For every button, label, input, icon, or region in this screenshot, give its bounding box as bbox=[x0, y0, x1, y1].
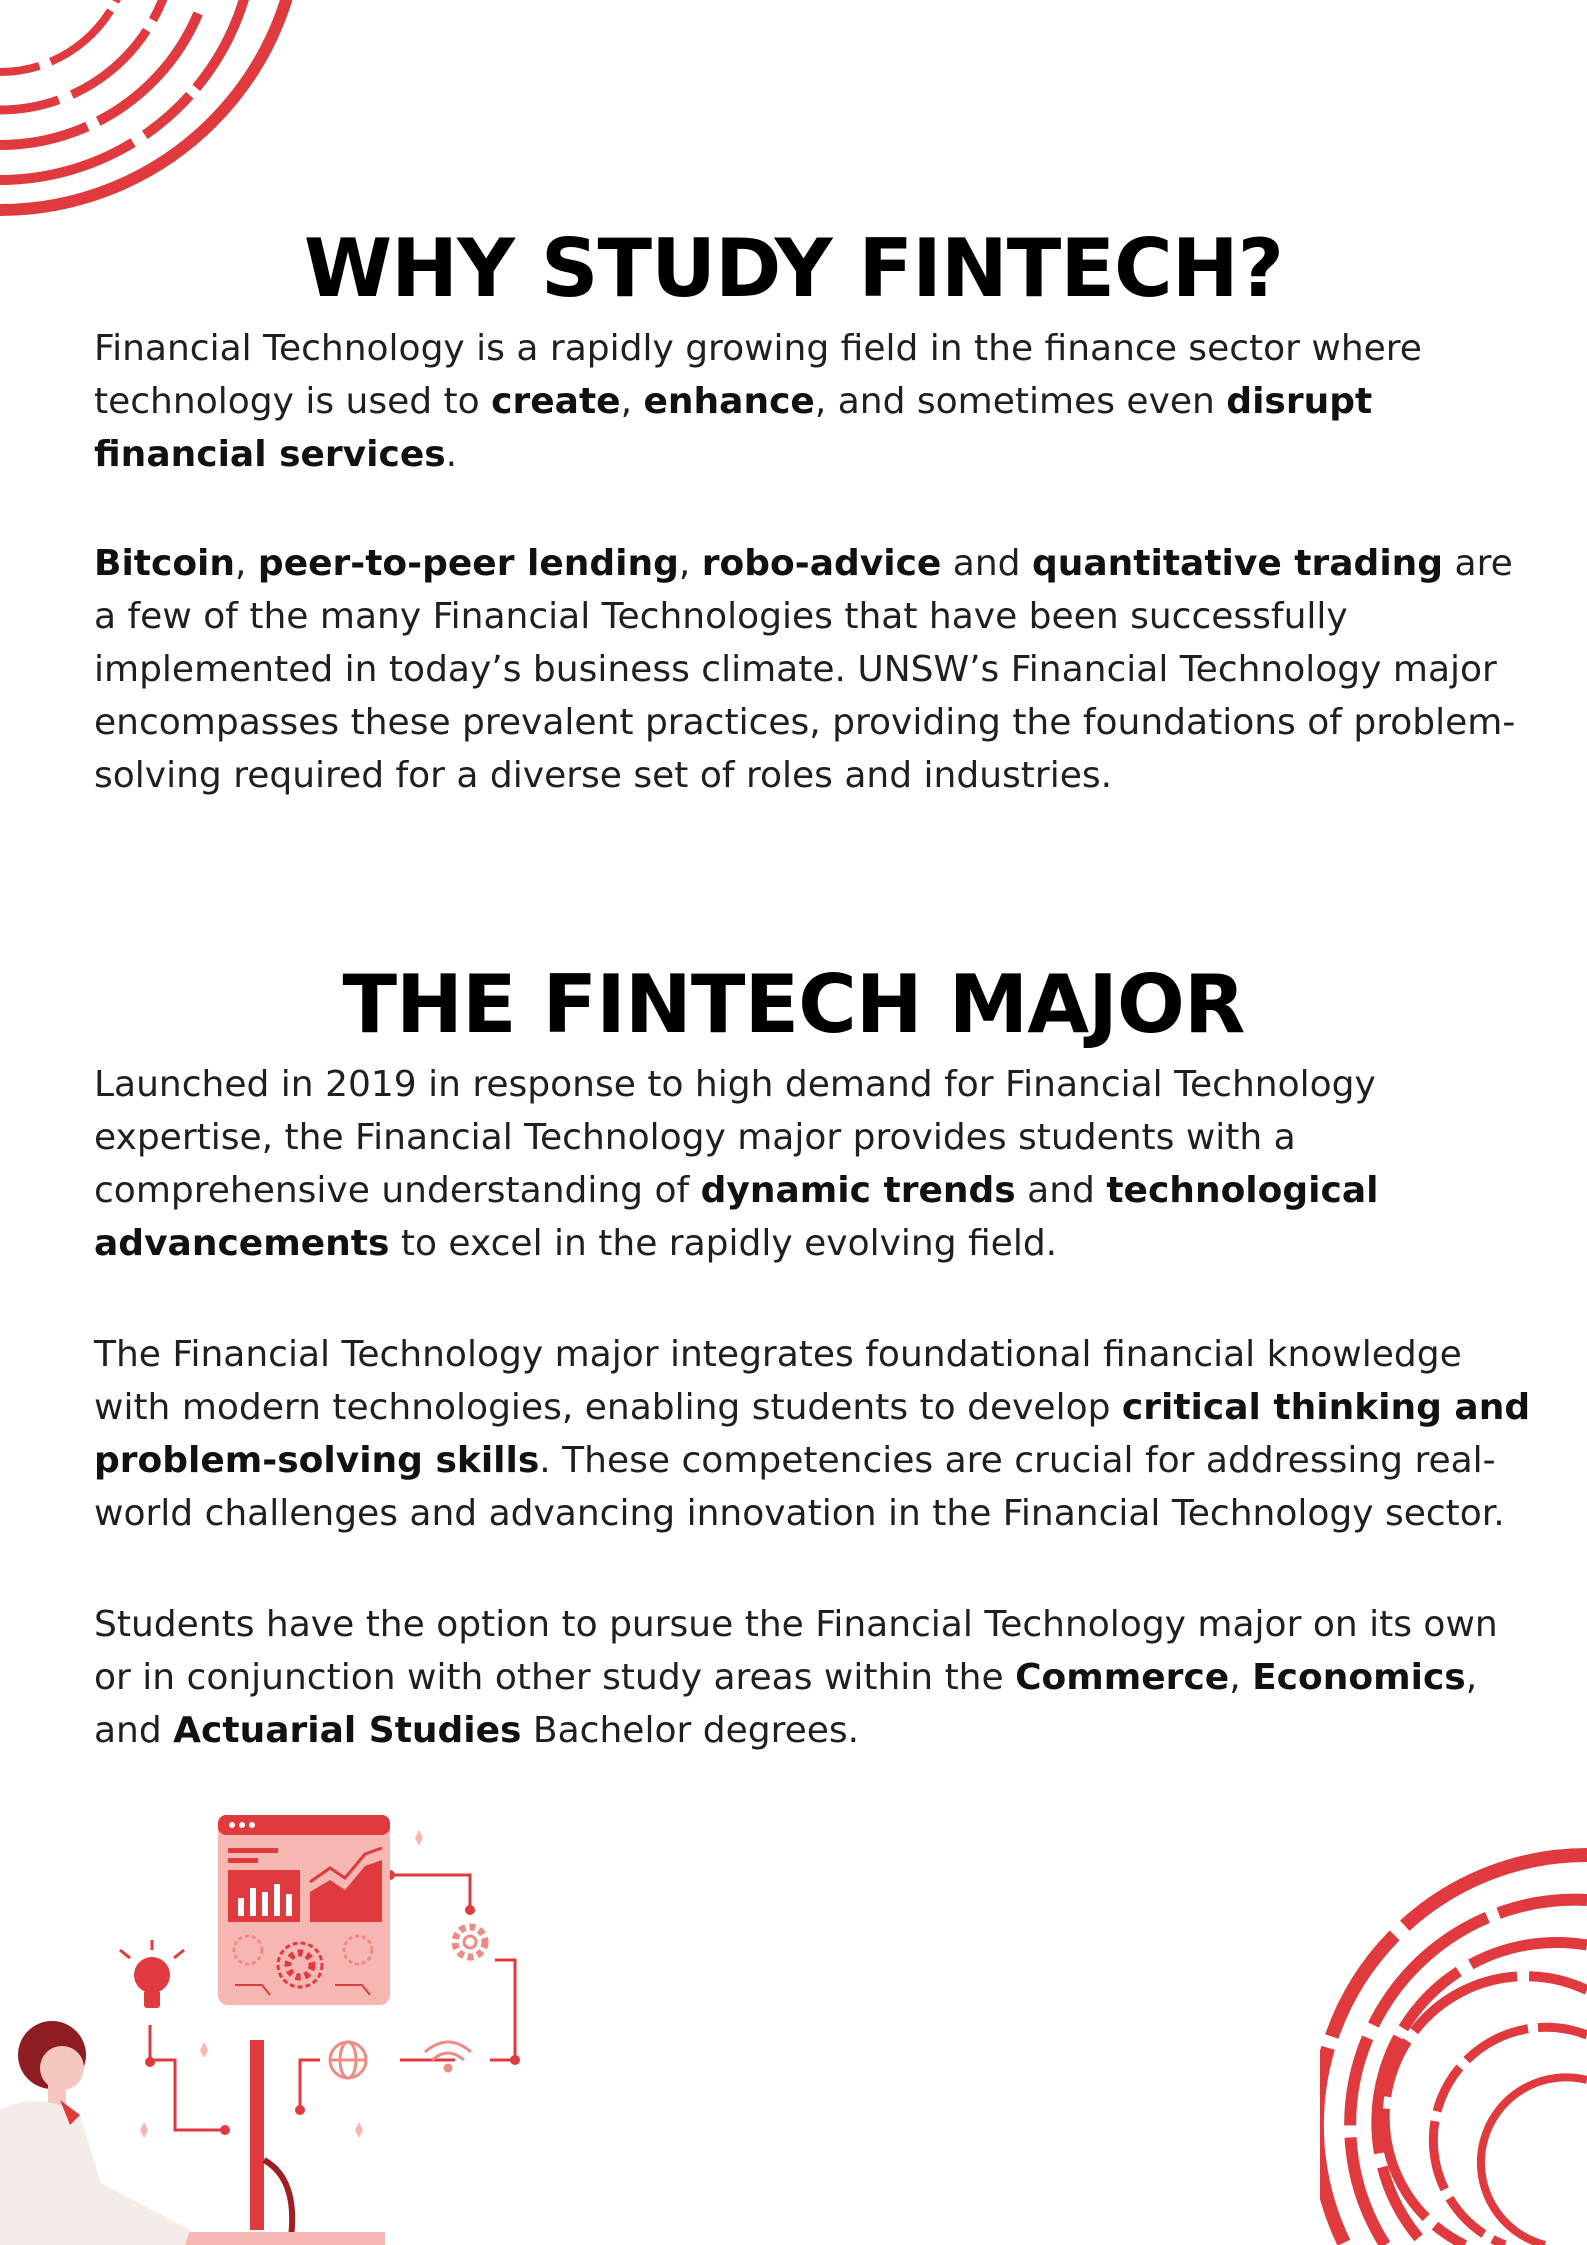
paragraph-text: Students have the option to pursue the Financial Technology major on its own or in conjunction with other study areas within the bbox=[94, 1604, 1498, 1698]
emphasized-text: Bitcoin bbox=[94, 543, 236, 584]
emphasized-text: critical thinking and problem-solving skills bbox=[94, 1387, 1531, 1481]
emphasized-text: Commerce bbox=[1015, 1657, 1230, 1698]
person-icon bbox=[0, 2021, 190, 2245]
emphasized-text: Actuarial Studies bbox=[173, 1710, 522, 1751]
paragraph-text: Launched in 2019 in response to high demand for Financial Technology expertise, the Financial Technology major provides students with a comprehensive understanding of bbox=[94, 1064, 1376, 1211]
paragraph-text: and bbox=[1015, 1170, 1107, 1211]
paragraph-text: Bachelor degrees. bbox=[521, 1710, 860, 1751]
fintech-major-paragraph-1 bbox=[94, 1058, 1534, 1270]
top-left-arc-decoration bbox=[0, 0, 320, 230]
wifi-icon bbox=[425, 2042, 471, 2071]
emphasized-text: robo-advice bbox=[701, 543, 942, 584]
section-title-fintech-major: THE FINTECH MAJOR bbox=[342, 958, 1245, 1051]
emphasized-text: peer-to-peer lending bbox=[257, 543, 679, 584]
bottom-right-arc-decoration bbox=[1320, 1840, 1587, 2245]
paragraph-text: The Financial Technology major integrates foundational financial knowledge with modern technologies, enabling students to develop bbox=[94, 1334, 1462, 1428]
emphasized-text: Economics bbox=[1252, 1657, 1466, 1698]
paragraph-text: , bbox=[678, 543, 702, 584]
globe-icon bbox=[330, 2042, 366, 2078]
paragraph-text: , bbox=[235, 543, 258, 584]
emphasized-text: dynamic trends bbox=[700, 1170, 1016, 1211]
paragraph-text: , and sometimes even bbox=[814, 381, 1227, 422]
section-title-why-study: WHY STUDY FINTECH? bbox=[303, 222, 1284, 315]
paragraph-text: are a few of the many Financial Technologies that have been successfully implemented in today’s business climate. UNSW’s Financial Technology major encompasses these prevalent practices, providing the foundations of problem-solving required for a diverse set of roles and industries. bbox=[94, 543, 1516, 796]
paragraph-text: Financial Technology is a rapidly growing field in the finance sector where technology is used to bbox=[94, 328, 1422, 422]
paragraph-text: . bbox=[445, 434, 458, 475]
fintech-major-paragraph-2 bbox=[94, 1328, 1534, 1540]
emphasized-text: create bbox=[491, 381, 621, 422]
fintech-major-paragraph-3 bbox=[94, 1598, 1534, 1757]
paragraph-text: , bbox=[1229, 1657, 1253, 1698]
paragraph-text: , bbox=[620, 381, 644, 422]
why-study-paragraph-2 bbox=[94, 537, 1534, 802]
emphasized-text: quantitative trading bbox=[1031, 543, 1444, 584]
dashboard-icon bbox=[218, 1815, 390, 2005]
paragraph-text: and bbox=[941, 543, 1032, 584]
gear-icon bbox=[455, 1927, 485, 1957]
paragraph-text: . These competencies are crucial for addressing real-world challenges and advancing innovation in the Financial Technology sector. bbox=[94, 1440, 1505, 1534]
paragraph-text: to excel in the rapidly evolving field. bbox=[389, 1223, 1058, 1264]
paragraph-text: , and bbox=[94, 1657, 1478, 1751]
emphasized-text: disrupt financial services bbox=[94, 381, 1373, 475]
emphasized-text: technological advancements bbox=[94, 1170, 1379, 1264]
lightbulb-icon bbox=[120, 1940, 184, 2008]
why-study-paragraph-1 bbox=[94, 322, 1534, 481]
emphasized-text: enhance bbox=[643, 381, 815, 422]
fintech-illustration bbox=[0, 1800, 560, 2245]
